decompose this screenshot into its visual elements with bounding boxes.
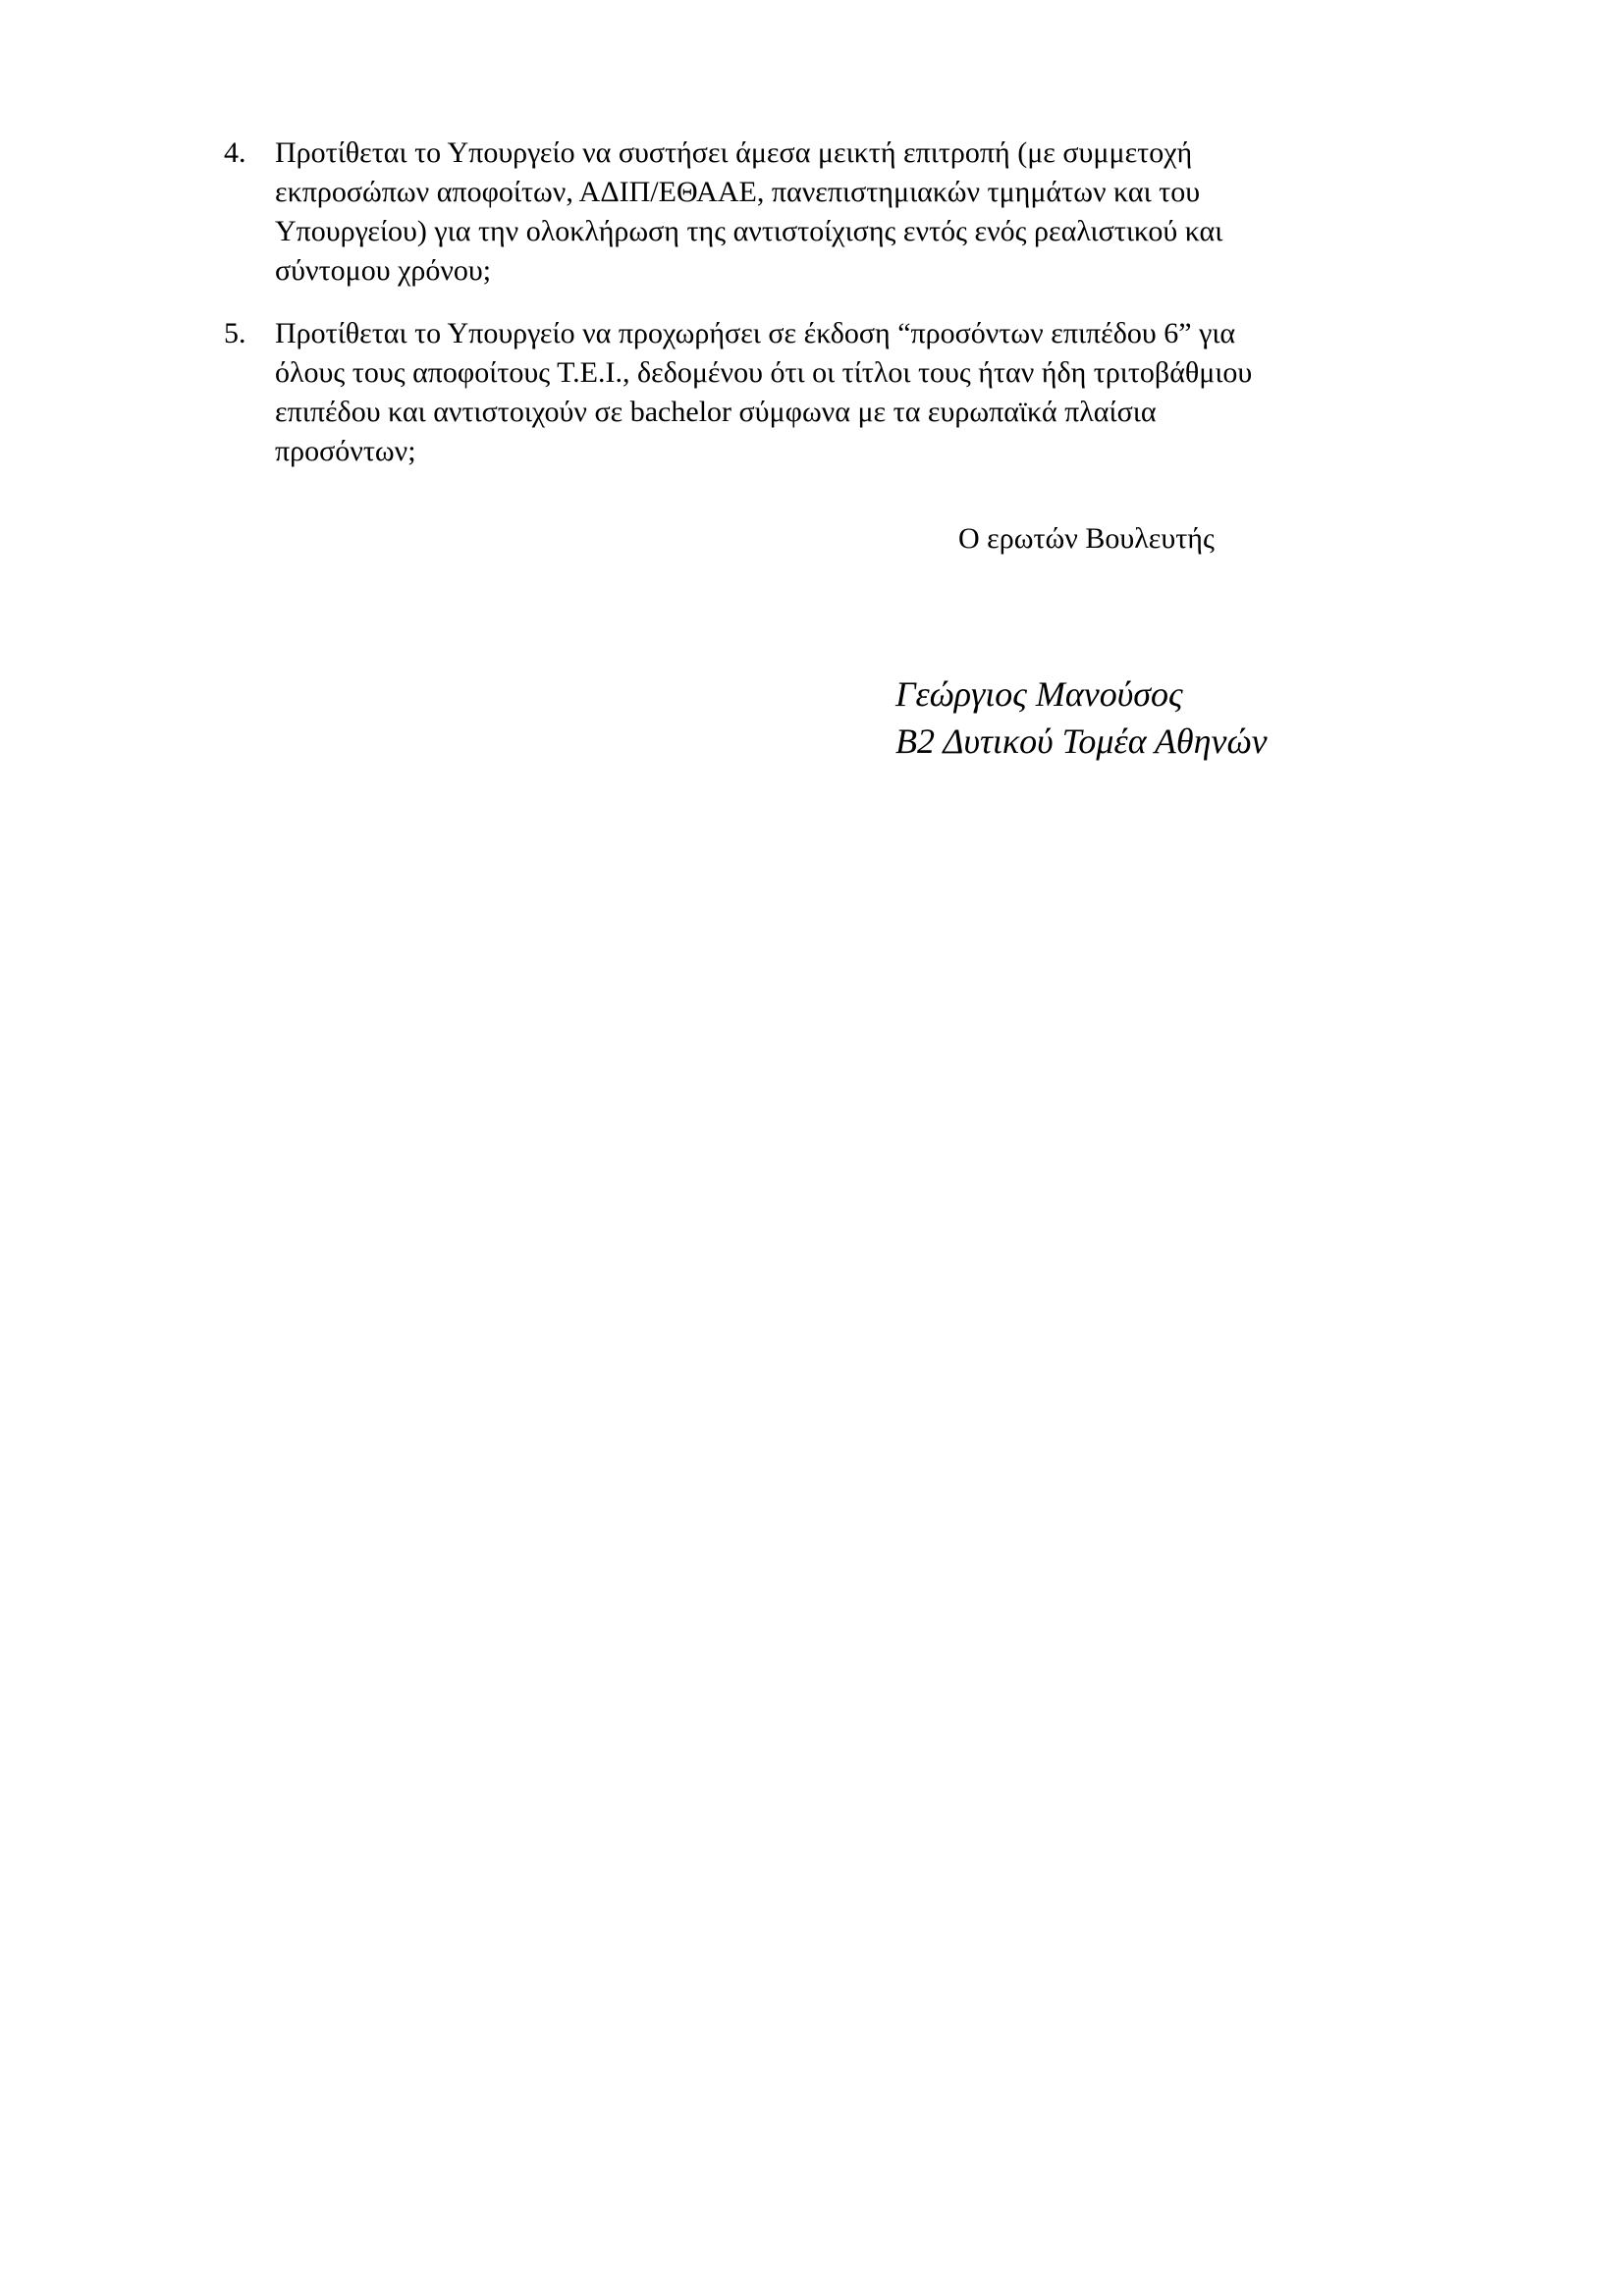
item-number: 4. [224, 136, 246, 169]
item-text-line: όλους τους αποφοίτους Τ.Ε.Ι., δεδομένου ότι οι τίτλοι τους ήταν ήδη τριτοβάθμιου [275, 356, 1253, 389]
item-text-line: σύντομου χρόνου; [275, 254, 492, 287]
item-text-line: Προτίθεται το Υπουργείο να συστήσει άμεσα μεικτή επιτροπή (με συμμετοχή [275, 136, 1193, 169]
question-item-5 [224, 314, 1402, 471]
signature-block [895, 670, 1268, 765]
closing-title: Ο ερωτών Βουλευτής [958, 522, 1215, 555]
item-text-line: εκπροσώπων αποφοίτων, ΑΔΙΠ/ΕΘΑΑΕ, πανεπιστημιακών τμημάτων και του [275, 176, 1201, 208]
item-text-line: Προτίθεται το Υπουργείο να προχωρήσει σε έκδοση “προσόντων επιπέδου 6” για [275, 317, 1236, 349]
item-text-line: Υπουργείου) για την ολοκλήρωση της αντιστοίχισης εντός ενός ρεαλιστικού και [275, 215, 1223, 247]
question-item-4 [224, 133, 1402, 291]
item-number: 5. [224, 317, 246, 349]
item-text-line: επιπέδου και αντιστοιχούν σε bachelor σύμφωνα με τα ευρωπαϊκά πλαίσια [275, 396, 1157, 428]
item-text-line: προσόντων; [275, 435, 416, 467]
signatory-constituency: Β2 Δυτικού Τομέα Αθηνών [895, 721, 1268, 761]
signatory-name: Γεώργιος Μανούσος [895, 674, 1183, 714]
